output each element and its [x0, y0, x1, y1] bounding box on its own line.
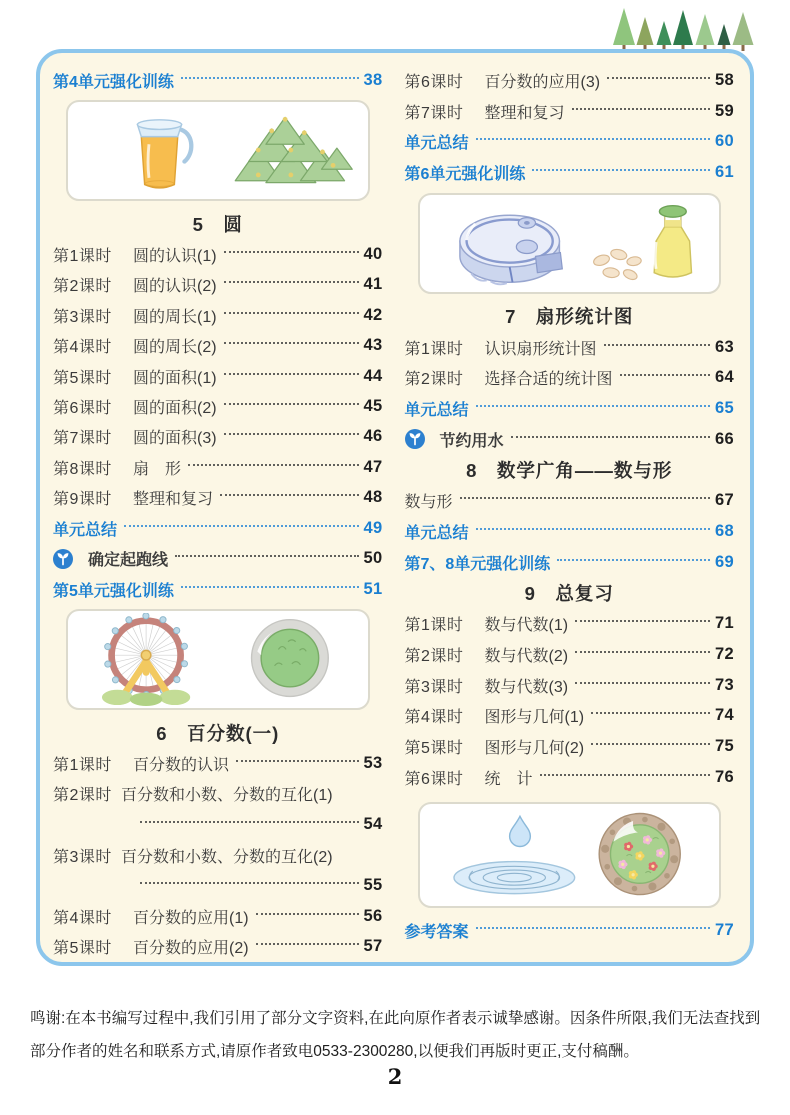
toc-column-right: [405, 65, 735, 962]
page-ref: 44: [363, 366, 383, 385]
section-heading: [53, 208, 383, 239]
section-heading-label: 5 圆: [192, 213, 243, 235]
lesson-session-label: 第2课时: [53, 278, 112, 296]
dot-leader: [511, 436, 711, 438]
page-ref: 56: [363, 906, 383, 925]
page-ref: 69: [715, 552, 734, 571]
entry-title: 圆的面积(1): [133, 369, 217, 387]
entry-title: 图形与几何(2): [484, 740, 585, 758]
page-ref: 55: [363, 876, 383, 895]
lesson-session-label: 第4课时: [404, 709, 464, 727]
page-ref: 43: [363, 336, 383, 355]
section-heading: [53, 717, 383, 748]
page-ref: 40: [363, 244, 383, 263]
entry-title: 圆的面积(2): [133, 399, 217, 417]
dot-leader: [224, 373, 359, 375]
toc-entry-lesson: [405, 486, 735, 517]
page-ref: 75: [715, 737, 734, 756]
dot-leader: [591, 743, 710, 745]
page-ref: 51: [363, 579, 383, 598]
entry-title: 圆的认识(2): [133, 278, 217, 296]
dot-leader: [476, 138, 711, 140]
toc-entry-unit: [405, 126, 735, 157]
lesson-session-label: 第3课时: [404, 678, 464, 696]
page-ref: 53: [363, 753, 383, 772]
toc-entry-unit: [53, 574, 383, 604]
entry-title: 单元总结: [404, 135, 469, 153]
page-ref: 63: [715, 337, 734, 356]
entry-title: 数与代数(2): [484, 648, 569, 666]
page-ref: 60: [715, 132, 734, 151]
dot-leader: [532, 169, 710, 171]
dot-leader: [460, 497, 711, 499]
toc-entry-activity: [53, 543, 383, 573]
page-ref: 66: [715, 429, 734, 448]
page-ref: 47: [363, 457, 383, 476]
dot-leader: [181, 586, 359, 588]
dot-leader: [476, 927, 711, 929]
entry-title: 百分数的应用(1): [133, 909, 249, 927]
entry-title: 节约用水: [439, 432, 504, 450]
toc-entry-lesson: [53, 330, 383, 360]
entry-title: 单元总结: [404, 525, 469, 543]
toc-entry-unit: [405, 393, 735, 424]
toc-entry-lesson: [53, 748, 383, 778]
lesson-title: 百分数和小数、分数的互化(2): [121, 848, 333, 866]
entry-title: 第7、8单元强化训练: [404, 555, 551, 573]
toc-entry-lesson: [53, 840, 383, 901]
section-heading-label: 9 总复习: [524, 583, 614, 605]
toc-entry-unit: [405, 516, 735, 547]
toc-entry-lesson: [53, 901, 383, 931]
dot-leader: [220, 494, 359, 496]
dot-leader: [540, 774, 711, 776]
page-ref: 65: [715, 398, 734, 417]
toc-entry-lesson: [53, 300, 383, 330]
page-ref: 48: [363, 488, 383, 507]
dot-leader: [575, 651, 710, 653]
robot-vacuum-peanuts-oil-bottle-illustration: [418, 193, 722, 294]
section-heading-label: 6 百分数(一): [156, 722, 280, 744]
page-ref: 73: [715, 675, 734, 694]
dot-leader: [236, 760, 359, 762]
toc-entry-unit: [405, 547, 735, 578]
entry-title: 选择合适的统计图: [484, 371, 613, 389]
juice-pitcher-and-zongzi-pile-illustration: [66, 100, 370, 201]
page-ref: 46: [363, 427, 383, 446]
dot-leader: [591, 712, 710, 714]
toc-entry-unit: [53, 513, 383, 543]
lesson-session-label: 第3课时: [53, 308, 112, 326]
page-ref: 76: [715, 767, 734, 786]
lesson-session-label: 第4课时: [53, 339, 112, 357]
page-number: 2: [387, 1064, 403, 1089]
toc-entry-line2: [53, 809, 383, 840]
entry-title: 数与代数(1): [484, 617, 569, 635]
page-ref: 77: [715, 920, 734, 939]
toc-entry-lesson: [405, 701, 735, 732]
entry-title: 确定起跑线: [88, 552, 169, 570]
lesson-title: 百分数和小数、分数的互化(1): [121, 787, 333, 805]
section-heading-label: 8 数学广角——数与形: [466, 460, 673, 481]
dot-leader: [575, 682, 710, 684]
toc-entry-lesson: [53, 422, 383, 452]
entry-title: 整理和复习: [484, 104, 565, 122]
toc-entry-lesson: [405, 609, 735, 640]
entry-title: 百分数的应用(3): [484, 73, 601, 91]
lesson-session-label: 第5课时: [53, 940, 112, 958]
dot-leader: [188, 464, 359, 466]
dot-leader: [224, 433, 359, 435]
lesson-session-label: 第5课时: [53, 369, 112, 387]
page-ref: 71: [715, 614, 734, 633]
page-ref: 58: [715, 70, 734, 89]
entry-title: 扇 形: [133, 460, 182, 478]
toc-entry-lesson: [405, 639, 735, 670]
dot-leader: [224, 251, 359, 253]
dot-leader: [575, 620, 710, 622]
dot-leader: [604, 344, 711, 346]
lesson-session-label: 第1课时: [404, 340, 464, 358]
toc-entry-lesson: [405, 332, 735, 363]
entry-title: 图形与几何(1): [484, 709, 585, 727]
section-heading: [405, 578, 735, 609]
page-ref: 54: [363, 814, 383, 833]
toc-entry-activity: [405, 424, 735, 455]
page-ref: 42: [363, 305, 383, 324]
dot-leader: [256, 943, 359, 945]
dot-leader: [224, 403, 359, 405]
dot-leader: [140, 882, 359, 884]
pine-trees-decoration: [612, 4, 762, 51]
acknowledgment-note: [30, 1003, 762, 1069]
dot-leader: [140, 821, 359, 823]
dot-leader: [620, 374, 711, 376]
entry-title: 数与代数(3): [484, 678, 569, 696]
section-heading: [405, 301, 735, 332]
lesson-session-label: 第1课时: [404, 617, 464, 635]
toc-entry-lesson: [405, 670, 735, 701]
lesson-session-label: 第8课时: [53, 460, 112, 478]
acknowledgment-line: 鸣谢:在本书编写过程中,我们引用了部分文字资料,在此向原作者表示诚挚感谢。因条件所限,我们无法查找到: [30, 1010, 761, 1027]
lesson-session-label: 第2课时: [404, 648, 464, 666]
section-heading-label: 7 扇形统计图: [505, 306, 634, 328]
lesson-session-label: 第6课时: [404, 73, 464, 91]
lesson-session-label: 第7课时: [404, 104, 464, 122]
page-ref: 74: [715, 706, 734, 725]
page-ref: 59: [715, 101, 734, 120]
dot-leader: [476, 528, 711, 530]
lesson-session-label: 第6课时: [53, 399, 112, 417]
page-ref: 68: [715, 522, 734, 541]
toc-entry-lesson: [53, 391, 383, 421]
lesson-session-label: 第7课时: [53, 430, 112, 448]
toc-entry-lesson: [53, 778, 383, 839]
toc-entry-lesson: [53, 270, 383, 300]
toc-entry-lesson: [405, 362, 735, 393]
sprout-icon: [53, 549, 73, 569]
page-ref: 72: [715, 645, 734, 664]
entry-title: 单元总结: [53, 521, 118, 539]
toc-entry-lesson: [405, 731, 735, 762]
lesson-session-label: 第3课时: [53, 848, 112, 866]
page-ref: 64: [715, 368, 734, 387]
dot-leader: [224, 312, 359, 314]
page-ref: 41: [363, 275, 383, 294]
entry-title: 认识扇形统计图: [484, 340, 597, 358]
toc-entry-lesson: [53, 452, 383, 482]
lesson-session-label: 第9课时: [53, 491, 112, 509]
page-ref: 38: [363, 70, 383, 89]
toc-entry-line1: [53, 840, 383, 871]
toc-entry-lesson: [53, 932, 383, 962]
entry-title: 圆的周长(2): [133, 339, 217, 357]
acknowledgment-line: 部分作者的姓名和联系方式,请原作者致电0533-2300280,以便我们再版时更正,支付稿酬。: [30, 1042, 639, 1060]
toc-entry-lesson: [53, 483, 383, 513]
section-heading: [405, 455, 735, 486]
entry-title: 统 计: [484, 770, 533, 788]
toc-entry-line1: [53, 778, 383, 809]
entry-title: 第6单元强化训练: [404, 165, 526, 183]
lesson-session-label: 第6课时: [404, 770, 464, 788]
sprout-icon: [405, 429, 425, 449]
lesson-session-label: 第1课时: [53, 247, 112, 265]
page-ref: 57: [363, 937, 383, 956]
toc-entry-lesson: [53, 239, 383, 269]
lesson-session-label: 第4课时: [53, 909, 112, 927]
page-ref: 45: [363, 396, 383, 415]
dot-leader: [175, 555, 359, 557]
entry-title: 整理和复习: [133, 491, 214, 509]
page-ref: 49: [363, 518, 383, 537]
lesson-session-label: 第2课时: [53, 787, 112, 805]
page-ref: 61: [715, 162, 734, 181]
toc-entry-unit: [405, 157, 735, 188]
toc-entry-lesson: [405, 762, 735, 793]
toc-entry-lesson: [405, 65, 735, 96]
toc-entry-unit: [53, 65, 383, 95]
toc-columns: [40, 53, 750, 962]
entry-title: 百分数的应用(2): [133, 940, 249, 958]
toc-entry-unit: [405, 915, 735, 946]
dot-leader: [557, 559, 710, 561]
dot-leader: [181, 77, 359, 79]
dot-leader: [572, 108, 711, 110]
dot-leader: [256, 913, 359, 915]
dot-leader: [607, 77, 710, 79]
lesson-session-label: 第5课时: [404, 740, 464, 758]
toc-column-left: [53, 65, 383, 962]
entry-title: 单元总结: [404, 401, 469, 419]
lesson-session-label: 第1课时: [53, 756, 112, 774]
dot-leader: [224, 342, 359, 344]
entry-title: 第5单元强化训练: [53, 582, 174, 600]
toc-entry-lesson: [405, 96, 735, 127]
page-ref: 50: [363, 549, 383, 568]
toc-panel: [36, 49, 754, 966]
lesson-session-label: 第2课时: [404, 371, 464, 389]
entry-title: 数与形: [404, 494, 453, 512]
dot-leader: [224, 281, 359, 283]
entry-title: 第4单元强化训练: [53, 73, 174, 91]
toc-entry-lesson: [53, 361, 383, 391]
dot-leader: [124, 525, 359, 527]
entry-title: 圆的面积(3): [133, 430, 217, 448]
ferris-wheel-and-green-plate-illustration: [66, 609, 370, 710]
entry-title: 百分数的认识: [133, 756, 230, 774]
dot-leader: [476, 405, 711, 407]
entry-title: 圆的认识(1): [133, 247, 217, 265]
entry-title: 圆的周长(1): [133, 308, 217, 326]
entry-title: 参考答案: [404, 923, 469, 941]
water-drop-puddle-and-flower-bed-illustration: [418, 802, 722, 908]
page-ref: 67: [715, 491, 734, 510]
toc-entry-line2: [53, 870, 383, 901]
